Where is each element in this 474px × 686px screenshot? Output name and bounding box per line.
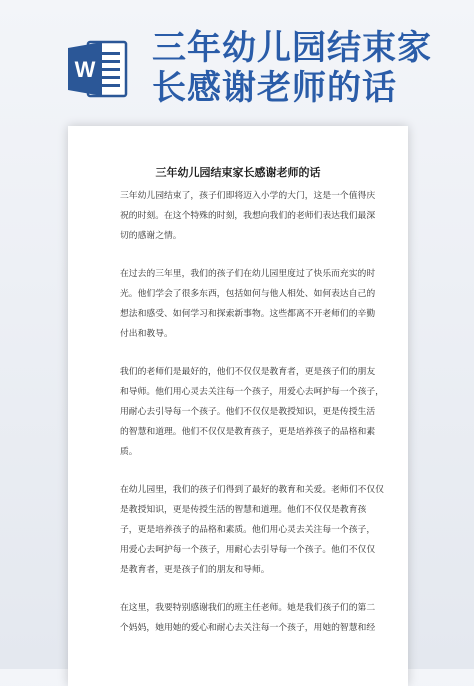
- paragraph-line: 个妈妈，她用她的爱心和耐心去关注每一个孩子，用她的智慧和经: [120, 623, 376, 633]
- banner-title-line-2: 长感谢老师的话: [152, 68, 397, 108]
- paragraph: [120, 362, 384, 462]
- paragraph-line: 和导师。他们用心灵去关注每一个孩子，用爱心去呵护每一个孩子，: [120, 387, 384, 397]
- paragraph-line: 想法和感受、如何学习和探索新事物。这些都离不开老师们的辛勤: [120, 309, 376, 319]
- word-document-icon: [66, 38, 128, 100]
- paragraph: [120, 264, 376, 344]
- paragraph-line: 质。: [120, 447, 138, 457]
- banner-title: [152, 28, 462, 108]
- paragraph-line: 在这里，我要特别感谢我们的班主任老师。她是我们孩子们的第二: [120, 603, 376, 613]
- banner-title-line-1: 三年幼儿园结束家: [152, 28, 432, 68]
- paragraph: [120, 598, 376, 638]
- document-page: [68, 126, 408, 686]
- paragraph: [120, 480, 384, 580]
- paragraph-line: 切的感谢之情。: [120, 231, 182, 241]
- paragraph-line: 在幼儿园里，我们的孩子们得到了最好的教育和关爱。老师们不仅仅: [120, 485, 384, 495]
- paragraph-line: 用耐心去引导每一个孩子。他们不仅仅是教授知识，更是传授生活: [120, 407, 376, 417]
- paragraph-line: 子，更是培养孩子的品格和素质。他们用心灵去关注每一个孩子，: [120, 525, 376, 535]
- paragraph-line: 用爱心去呵护每一个孩子，用耐心去引导每一个孩子。他们不仅仅: [120, 545, 376, 555]
- word-icon-letter: W: [74, 57, 96, 82]
- document-body: [120, 186, 384, 656]
- paragraph-line: 在过去的三年里，我们的孩子们在幼儿园里度过了快乐而充实的时: [120, 269, 376, 279]
- paragraph-line: 祝的时刻。在这个特殊的时刻，我想向我们的老师们表达我们最深: [120, 211, 376, 221]
- document-title: 三年幼儿园结束家长感谢老师的话: [155, 166, 321, 179]
- header-banner: [0, 0, 474, 122]
- paragraph-line: 是教授知识，更是传授生活的智慧和道理。他们不仅仅是教育孩: [120, 505, 367, 515]
- paragraph-line: 是教育者，更是孩子们的朋友和导师。: [120, 565, 270, 575]
- paragraph-line: 三年幼儿园结束了，孩子们即将迈入小学的大门，这是一个值得庆: [120, 191, 376, 201]
- paragraph: [120, 186, 376, 246]
- paragraph-line: 付出和教导。: [120, 329, 173, 339]
- paragraph-line: 光。他们学会了很多东西，包括如何与他人相处、如何表达自己的: [120, 289, 376, 299]
- paragraph-line: 我们的老师们是最好的，他们不仅仅是教育者，更是孩子们的朋友: [120, 367, 376, 377]
- paragraph-line: 的智慧和道理。他们不仅仅是教育孩子，更是培养孩子的品格和素: [120, 427, 376, 437]
